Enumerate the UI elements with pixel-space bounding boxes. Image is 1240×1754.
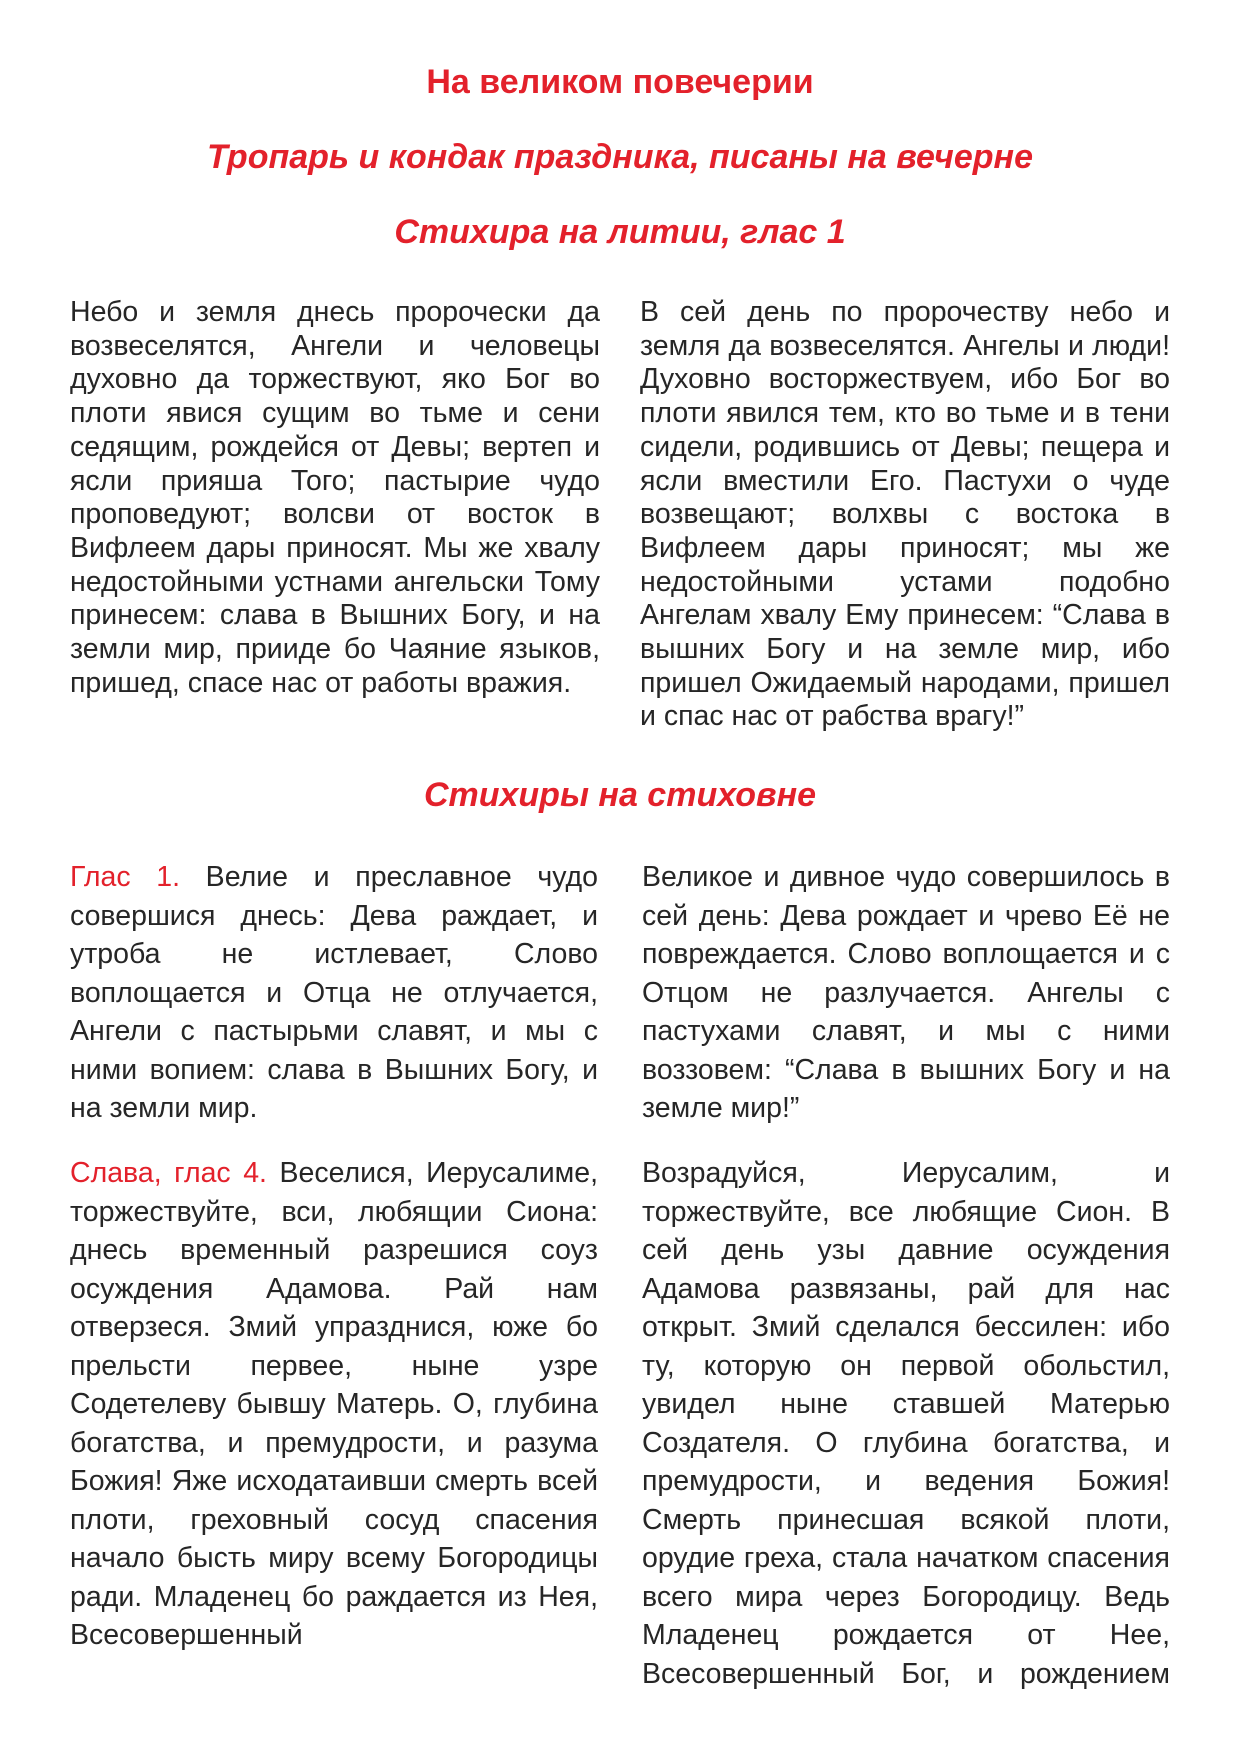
stikhera-1-section: [70, 858, 1170, 1128]
stikhera-2-slavonic: [70, 1154, 598, 1693]
stikhera-2-section: [70, 1154, 1170, 1693]
tone-label: Глас 1.: [70, 861, 181, 893]
litiya-section: [70, 296, 1170, 734]
stikhera-1-slavonic-text: Велие и преславное чудо совершися днесь: Дева раждает, и утроба не истлевает, Слово воплощается и Отца не отлучается, Ангели с пастырьми славят, и мы с ними вопием: слава в Вышних Богу, и на земли мир.: [70, 861, 599, 1124]
troparion-heading: Тропарь и кондак праздника, писаны на вечерне: [207, 138, 1033, 176]
tone-label: Слава, глас 4.: [70, 1157, 267, 1189]
stikhera-2-slavonic-text: Веселися, Иерусалиме, торжествуйте, вси, любящии Сиона: днесь временный разрешися соуз осуждения Адамова. Рай нам отверзеся. Змий упразднися, юже бо прельсти первее, ныне узре Содетелеву бывшу Матерь. О, глубина богатства, и премудрости, и разума Божия! Яже исходатаивши смерть всей плоти, греховный сосуд спасения начало бысть миру всему Богородицы ради. Младенец бо раждается из Нея, Всесовершенный: [70, 1157, 598, 1651]
stikhovna-heading: Стихиры на стиховне: [423, 776, 817, 814]
litiya-russian-text: В сей день по пророчеству небо и земля да возвеселятся. Ангелы и люди! Духовно восторжествуем, ибо Бог во плоти явился тем, кто во тьме и в тени сидели, родившись от Девы; пещера и ясли вместили Его. Пастухи о чуде возвещают; волхвы с востока в Вифлеем дары приносят; мы же недостойными устами подобно Ангелам хвалу Ему принесем: “Слава в вышних Богу и на земле мир, ибо пришел Ожидаемый народами, пришел и спас нас от рабства врагу!”: [640, 296, 1170, 733]
litiya-heading: Стихира на литии, глас 1: [394, 213, 846, 251]
page-title: На великом повечерии: [426, 63, 814, 101]
stikhera-1-slavonic: [70, 858, 598, 1128]
stikhera-1-russian-text: Великое и дивное чудо совершилось в сей день: Дева рождает и чрево Её не повреждается. Слово воплощается и с Отцом не разлучается. Ангелы с пастухами славят, и мы с ними воззовем: “Слава в вышних Богу и на земле мир!”: [642, 861, 1170, 1124]
stikhera-2-russian-text: Возрадуйся, Иерусалим, и торжествуйте, все любящие Сион. В сей день узы давние осуждения Адамова развязаны, рай для нас открыт. Змий сделался бессилен: ибо ту, которую он первой обольстил, увидел ныне ставшей Матерью Создателя. О глубина богатства, и премудрости, и ведения Божия! Смерть принесшая всякой плоти, орудие греха, стала начатком спасения всего мира через Богородицу. Ведь Младенец рождается от Нее, Всесовершенный Бог, и рождением: [642, 1157, 1170, 1690]
litiya-slavonic-text: Небо и земля днесь пророчески да возвеселятся, Ангели и человецы духовно да торжествуют, яко Бог во плоти явися сущим во тьме и сени седящим, рождейся от Девы; вертеп и ясли прияша Того; пастырие чудо проповедуют; волсви от восток в Вифлеем дары приносят. Мы же хвалу недостойными устнами ангельски Тому принесем: слава в Вышних Богу, и на земли мир, прииде бо Чаяние языков, пришед, спасе нас от работы вражия.: [70, 296, 600, 699]
